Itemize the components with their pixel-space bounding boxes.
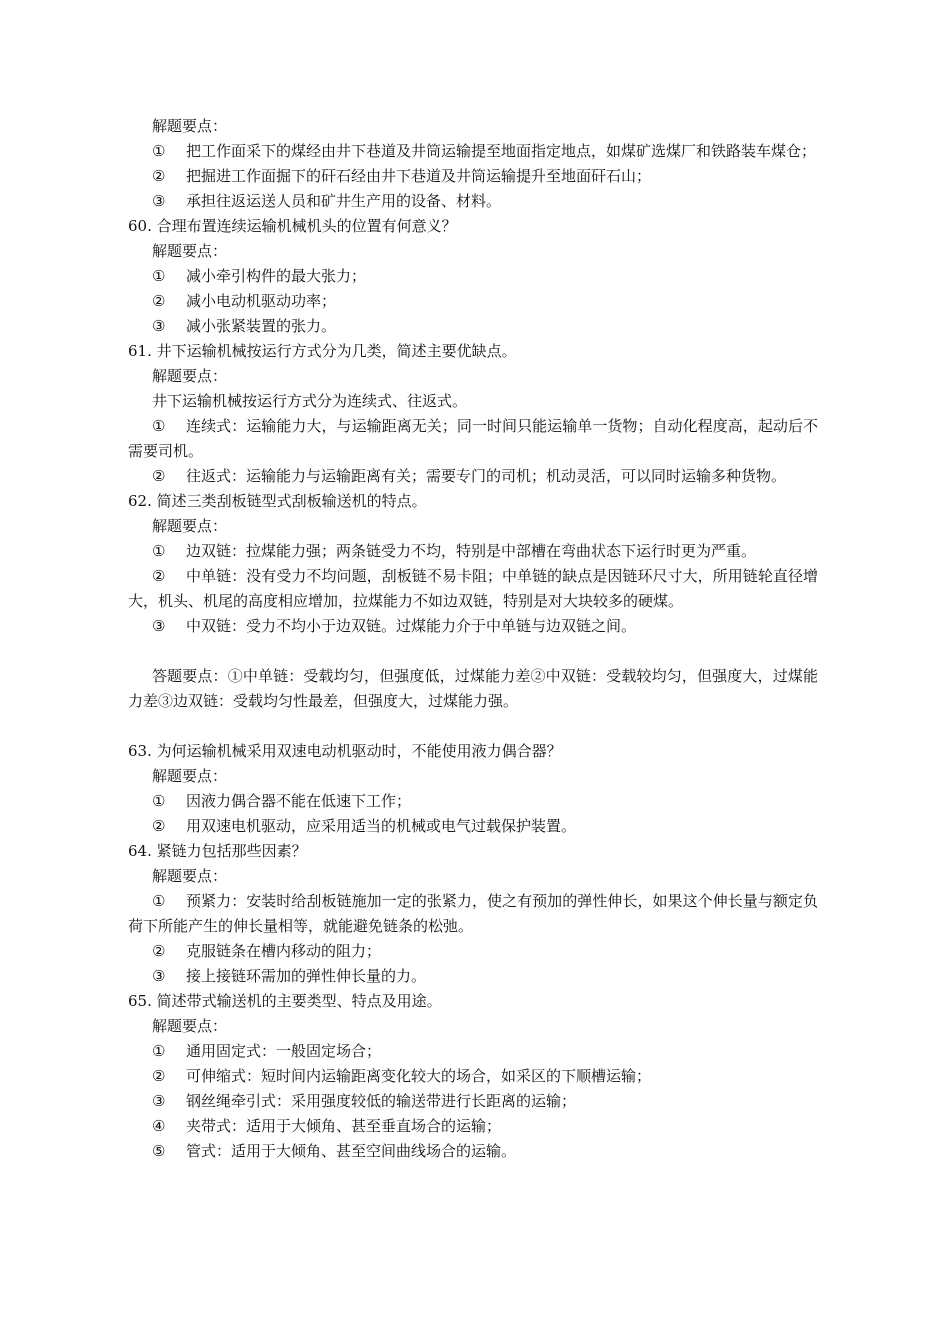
list-number: ② <box>152 467 166 485</box>
list-item <box>128 1139 818 1164</box>
list-number: ③ <box>152 192 166 210</box>
list-item <box>128 789 818 814</box>
list-item <box>128 314 818 339</box>
list-number: ① <box>152 1042 166 1060</box>
list-item <box>128 139 818 164</box>
list-item-text: 承担往返运送人员和矿井生产用的设备、材料。 <box>186 192 502 210</box>
question-title: 64. 紧链力包括那些因素？ <box>128 842 307 860</box>
list-number: ① <box>152 267 166 285</box>
question-title: 65. 简述带式输送机的主要类型、特点及用途。 <box>128 992 442 1010</box>
list-item <box>128 614 818 639</box>
answer-label: 解题要点： <box>152 767 228 785</box>
list-number: ① <box>152 417 166 435</box>
list-item-text: 接上接链环需加的弹性伸长量的力。 <box>186 967 427 985</box>
list-number: ① <box>152 142 166 160</box>
list-item <box>128 189 818 214</box>
list-item <box>128 1039 818 1064</box>
answer-label: 解题要点： <box>152 367 228 385</box>
blank-line <box>128 714 818 739</box>
list-number: ② <box>152 292 166 310</box>
list-item-text: 连续式：运输能力大，与运输距离无关；同一时间只能运输单一货物；自动化程度高，起动后不需要司机。 <box>128 417 818 460</box>
list-number: ③ <box>152 617 166 635</box>
list-item-text: 中双链：受力不均小于边双链。过煤能力介于中单链与边双链之间。 <box>186 617 637 635</box>
list-item-text: 通用固定式：一般固定场合； <box>186 1042 382 1060</box>
answer-label: 井下运输机械按运行方式分为连续式、往返式。 <box>152 392 468 410</box>
list-number: ③ <box>152 967 166 985</box>
answer-label: 解题要点： <box>152 1017 228 1035</box>
list-item-text: 往返式：运输能力与运输距离有关；需要专门的司机；机动灵活，可以同时运输多种货物。 <box>186 467 787 485</box>
list-item-text: 夹带式：适用于大倾角、甚至垂直场合的运输； <box>186 1117 502 1135</box>
list-item <box>128 1089 818 1114</box>
list-number: ② <box>152 942 166 960</box>
list-item <box>128 264 818 289</box>
list-item-text: 减小电动机驱动功率； <box>186 292 337 310</box>
list-item <box>128 464 818 489</box>
list-item-text: 管式：适用于大倾角、甚至空间曲线场合的运输。 <box>186 1142 517 1160</box>
list-item-text: 可伸缩式：短时间内运输距离变化较大的场合，如采区的下顺槽运输； <box>186 1067 652 1085</box>
list-item-text: 因液力偶合器不能在低速下工作； <box>186 792 412 810</box>
list-number: ② <box>152 167 166 185</box>
list-item-text: 用双速电机驱动，应采用适当的机械或电气过载保护装置。 <box>186 817 577 835</box>
list-number: ③ <box>152 317 166 335</box>
list-item <box>128 939 818 964</box>
list-item <box>128 889 818 939</box>
list-item <box>128 1064 818 1089</box>
list-item-text: 把掘进工作面掘下的矸石经由井下巷道及井筒运输提升至地面矸石山； <box>186 167 652 185</box>
list-item-text: 减小张紧装置的张力。 <box>186 317 337 335</box>
list-number: ③ <box>152 1092 166 1110</box>
list-item <box>128 164 818 189</box>
question-title: 61. 井下运输机械按运行方式分为几类，简述主要优缺点。 <box>128 342 517 360</box>
list-number: ② <box>152 567 166 585</box>
list-number: ① <box>152 542 166 560</box>
list-number: ④ <box>152 1117 166 1135</box>
list-item <box>128 964 818 989</box>
list-item <box>128 289 818 314</box>
question-title: 60. 合理布置连续运输机械机头的位置有何意义？ <box>128 217 457 235</box>
list-item-text: 边双链：拉煤能力强；两条链受力不均，特别是中部槽在弯曲状态下运行时更为严重。 <box>186 542 757 560</box>
list-item-text: 减小牵引构件的最大张力； <box>186 267 367 285</box>
list-item-text: 中单链：没有受力不均问题，刮板链不易卡阻；中单链的缺点是因链环尺寸大，所用链轮直径增大，机头、机尾的高度相应增加，拉煤能力不如边双链，特别是对大块较多的硬煤。 <box>128 567 818 610</box>
document-body <box>128 114 818 1164</box>
answer-paragraph: 答题要点：①中单链：受载均匀，但强度低，过煤能力差②中双链：受载较均匀，但强度大，过煤能力差③边双链：受载均匀性最差，但强度大，过煤能力强。 <box>128 667 818 710</box>
list-item <box>128 414 818 464</box>
answer-label: 解题要点： <box>152 117 228 135</box>
list-number: ② <box>152 817 166 835</box>
answer-label: 解题要点： <box>152 517 228 535</box>
answer-label: 解题要点： <box>152 867 228 885</box>
list-number: ② <box>152 1067 166 1085</box>
list-item-text: 预紧力：安装时给刮板链施加一定的张紧力，使之有预加的弹性伸长，如果这个伸长量与额定负荷下所能产生的伸长量相等，就能避免链条的松弛。 <box>128 892 818 935</box>
answer-label: 解题要点： <box>152 242 228 260</box>
question-title: 62. 简述三类刮板链型式刮板输送机的特点。 <box>128 492 427 510</box>
list-item-text: 把工作面采下的煤经由井下巷道及井筒运输提至地面指定地点，如煤矿选煤厂和铁路装车煤仓； <box>186 142 817 160</box>
list-item <box>128 539 818 564</box>
question-title: 63. 为何运输机械采用双速电动机驱动时，不能使用液力偶合器？ <box>128 742 562 760</box>
list-item-text: 克服链条在槽内移动的阻力； <box>186 942 382 960</box>
list-item <box>128 564 818 614</box>
list-number: ⑤ <box>152 1142 166 1160</box>
list-item <box>128 1114 818 1139</box>
list-item-text: 钢丝绳牵引式：采用强度较低的输送带进行长距离的运输； <box>186 1092 577 1110</box>
blank-line <box>128 639 818 664</box>
list-item <box>128 814 818 839</box>
list-number: ① <box>152 792 166 810</box>
list-number: ① <box>152 892 166 910</box>
